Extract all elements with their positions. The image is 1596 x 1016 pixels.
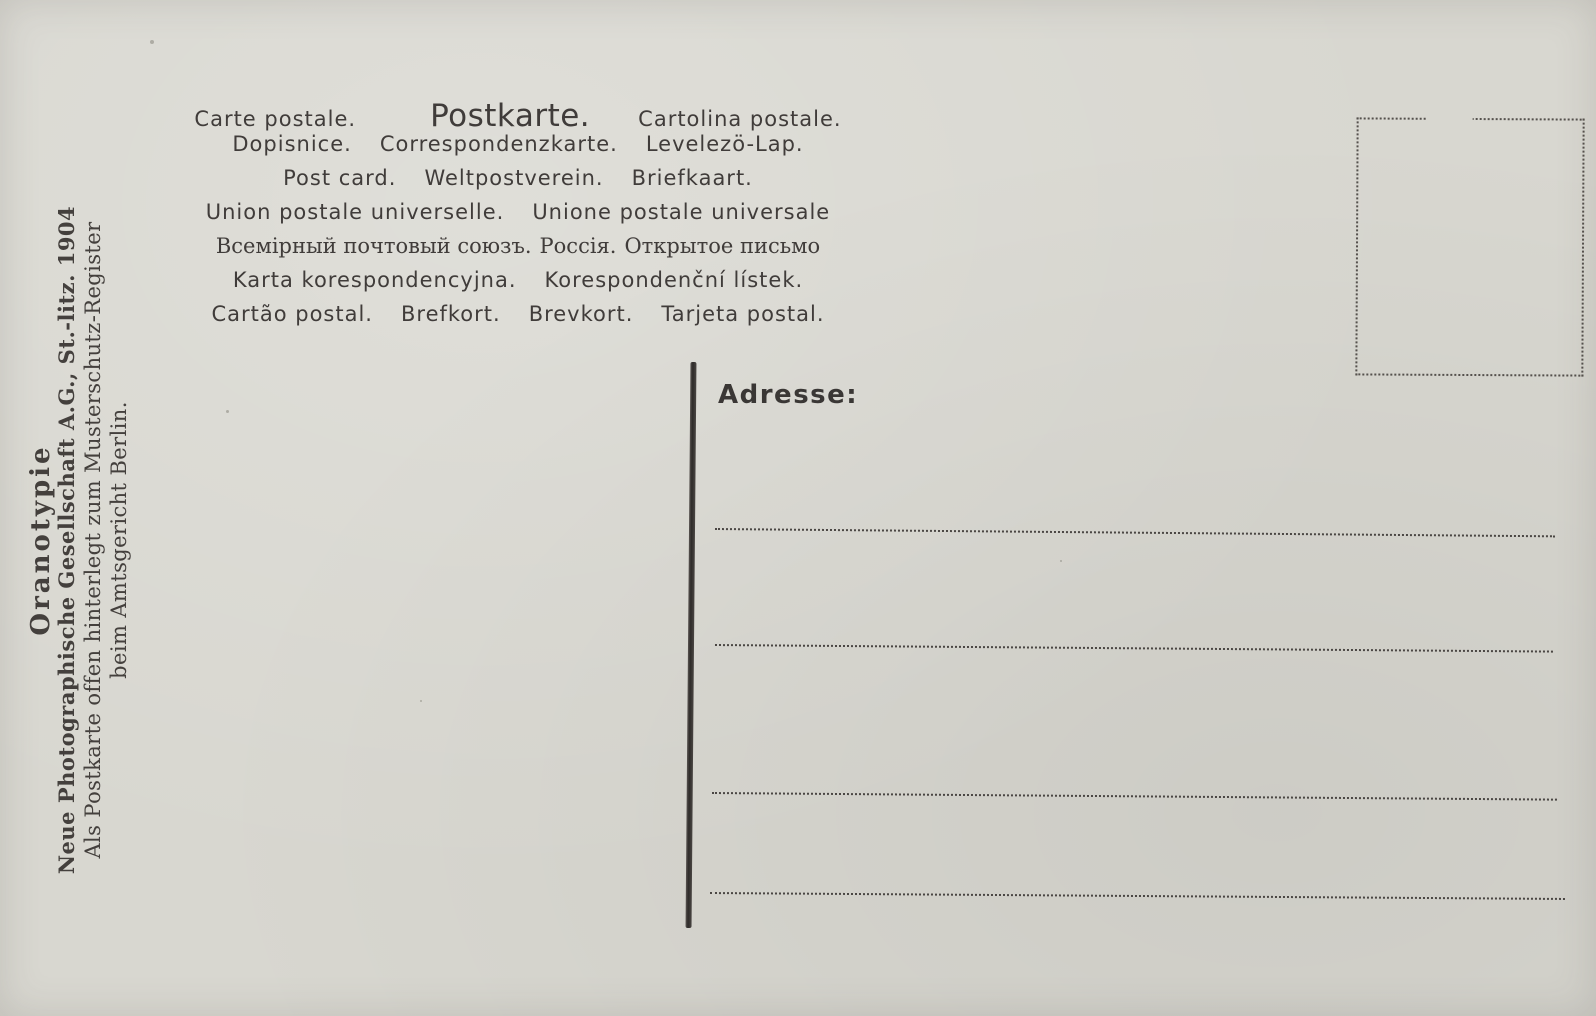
header-row <box>148 234 888 268</box>
header-text: Brevkort. <box>528 302 634 326</box>
paper-speck <box>226 410 229 413</box>
address-line <box>715 528 1555 537</box>
header-text: Всемірный почтовый союзъ. <box>215 234 532 258</box>
publisher-imprint-rotated <box>28 140 132 940</box>
stamp-box-gap <box>1427 116 1473 122</box>
header-text: Carte postale. <box>194 107 357 131</box>
header-text: Dopisnice. <box>232 132 352 156</box>
header-row <box>148 302 888 336</box>
paper-speck <box>420 700 422 702</box>
header-text: Post card. <box>283 166 397 190</box>
header-text: Karta korespondencyjna. <box>232 268 517 292</box>
header-row <box>148 268 888 302</box>
stamp-box <box>1355 117 1584 376</box>
header-text: Cartolina postale. <box>638 107 842 131</box>
header-text: Weltpostverein. <box>424 166 604 190</box>
center-divider <box>686 362 697 928</box>
header-text: Korespondenční lístek. <box>544 268 804 292</box>
header-row <box>148 166 888 200</box>
address-line <box>715 644 1553 653</box>
header-text: Tarjeta postal. <box>661 302 825 326</box>
address-line <box>712 792 1557 801</box>
header-row <box>148 200 888 234</box>
header-title: Postkarte. <box>430 98 591 134</box>
header-text: Brefkort. <box>400 302 501 326</box>
publisher-name: Neue Photographische Gesellschaft A.G., St.-litz. 1904 <box>54 205 79 875</box>
address-line <box>710 892 1565 900</box>
paper-speck <box>1060 560 1062 562</box>
header-text: Briefkaart. <box>631 166 753 190</box>
brand-name: Oranotypie <box>26 444 56 636</box>
header-row <box>148 132 888 166</box>
header-text: Cartão postal. <box>211 302 373 326</box>
address-label: Adresse: <box>718 380 859 410</box>
header-text: Levelezö-Lap. <box>645 132 804 156</box>
header-text: Union postale universelle. <box>205 200 505 224</box>
copyright-notice: Als Postkarte offen hinterlegt zum Musterschutz-Register <box>81 221 105 859</box>
header-row <box>148 98 888 132</box>
publisher-imprint <box>28 140 148 940</box>
header-text: Unione postale universale <box>532 200 831 224</box>
header-text: Россія. <box>539 234 617 258</box>
header-text: Открытое письмо <box>624 234 821 258</box>
multilingual-header <box>148 98 888 336</box>
header-text: Correspondenzkarte. <box>379 132 618 156</box>
court-notice: beim Amtsgericht Berlin. <box>107 401 131 679</box>
paper-speck <box>150 40 154 44</box>
